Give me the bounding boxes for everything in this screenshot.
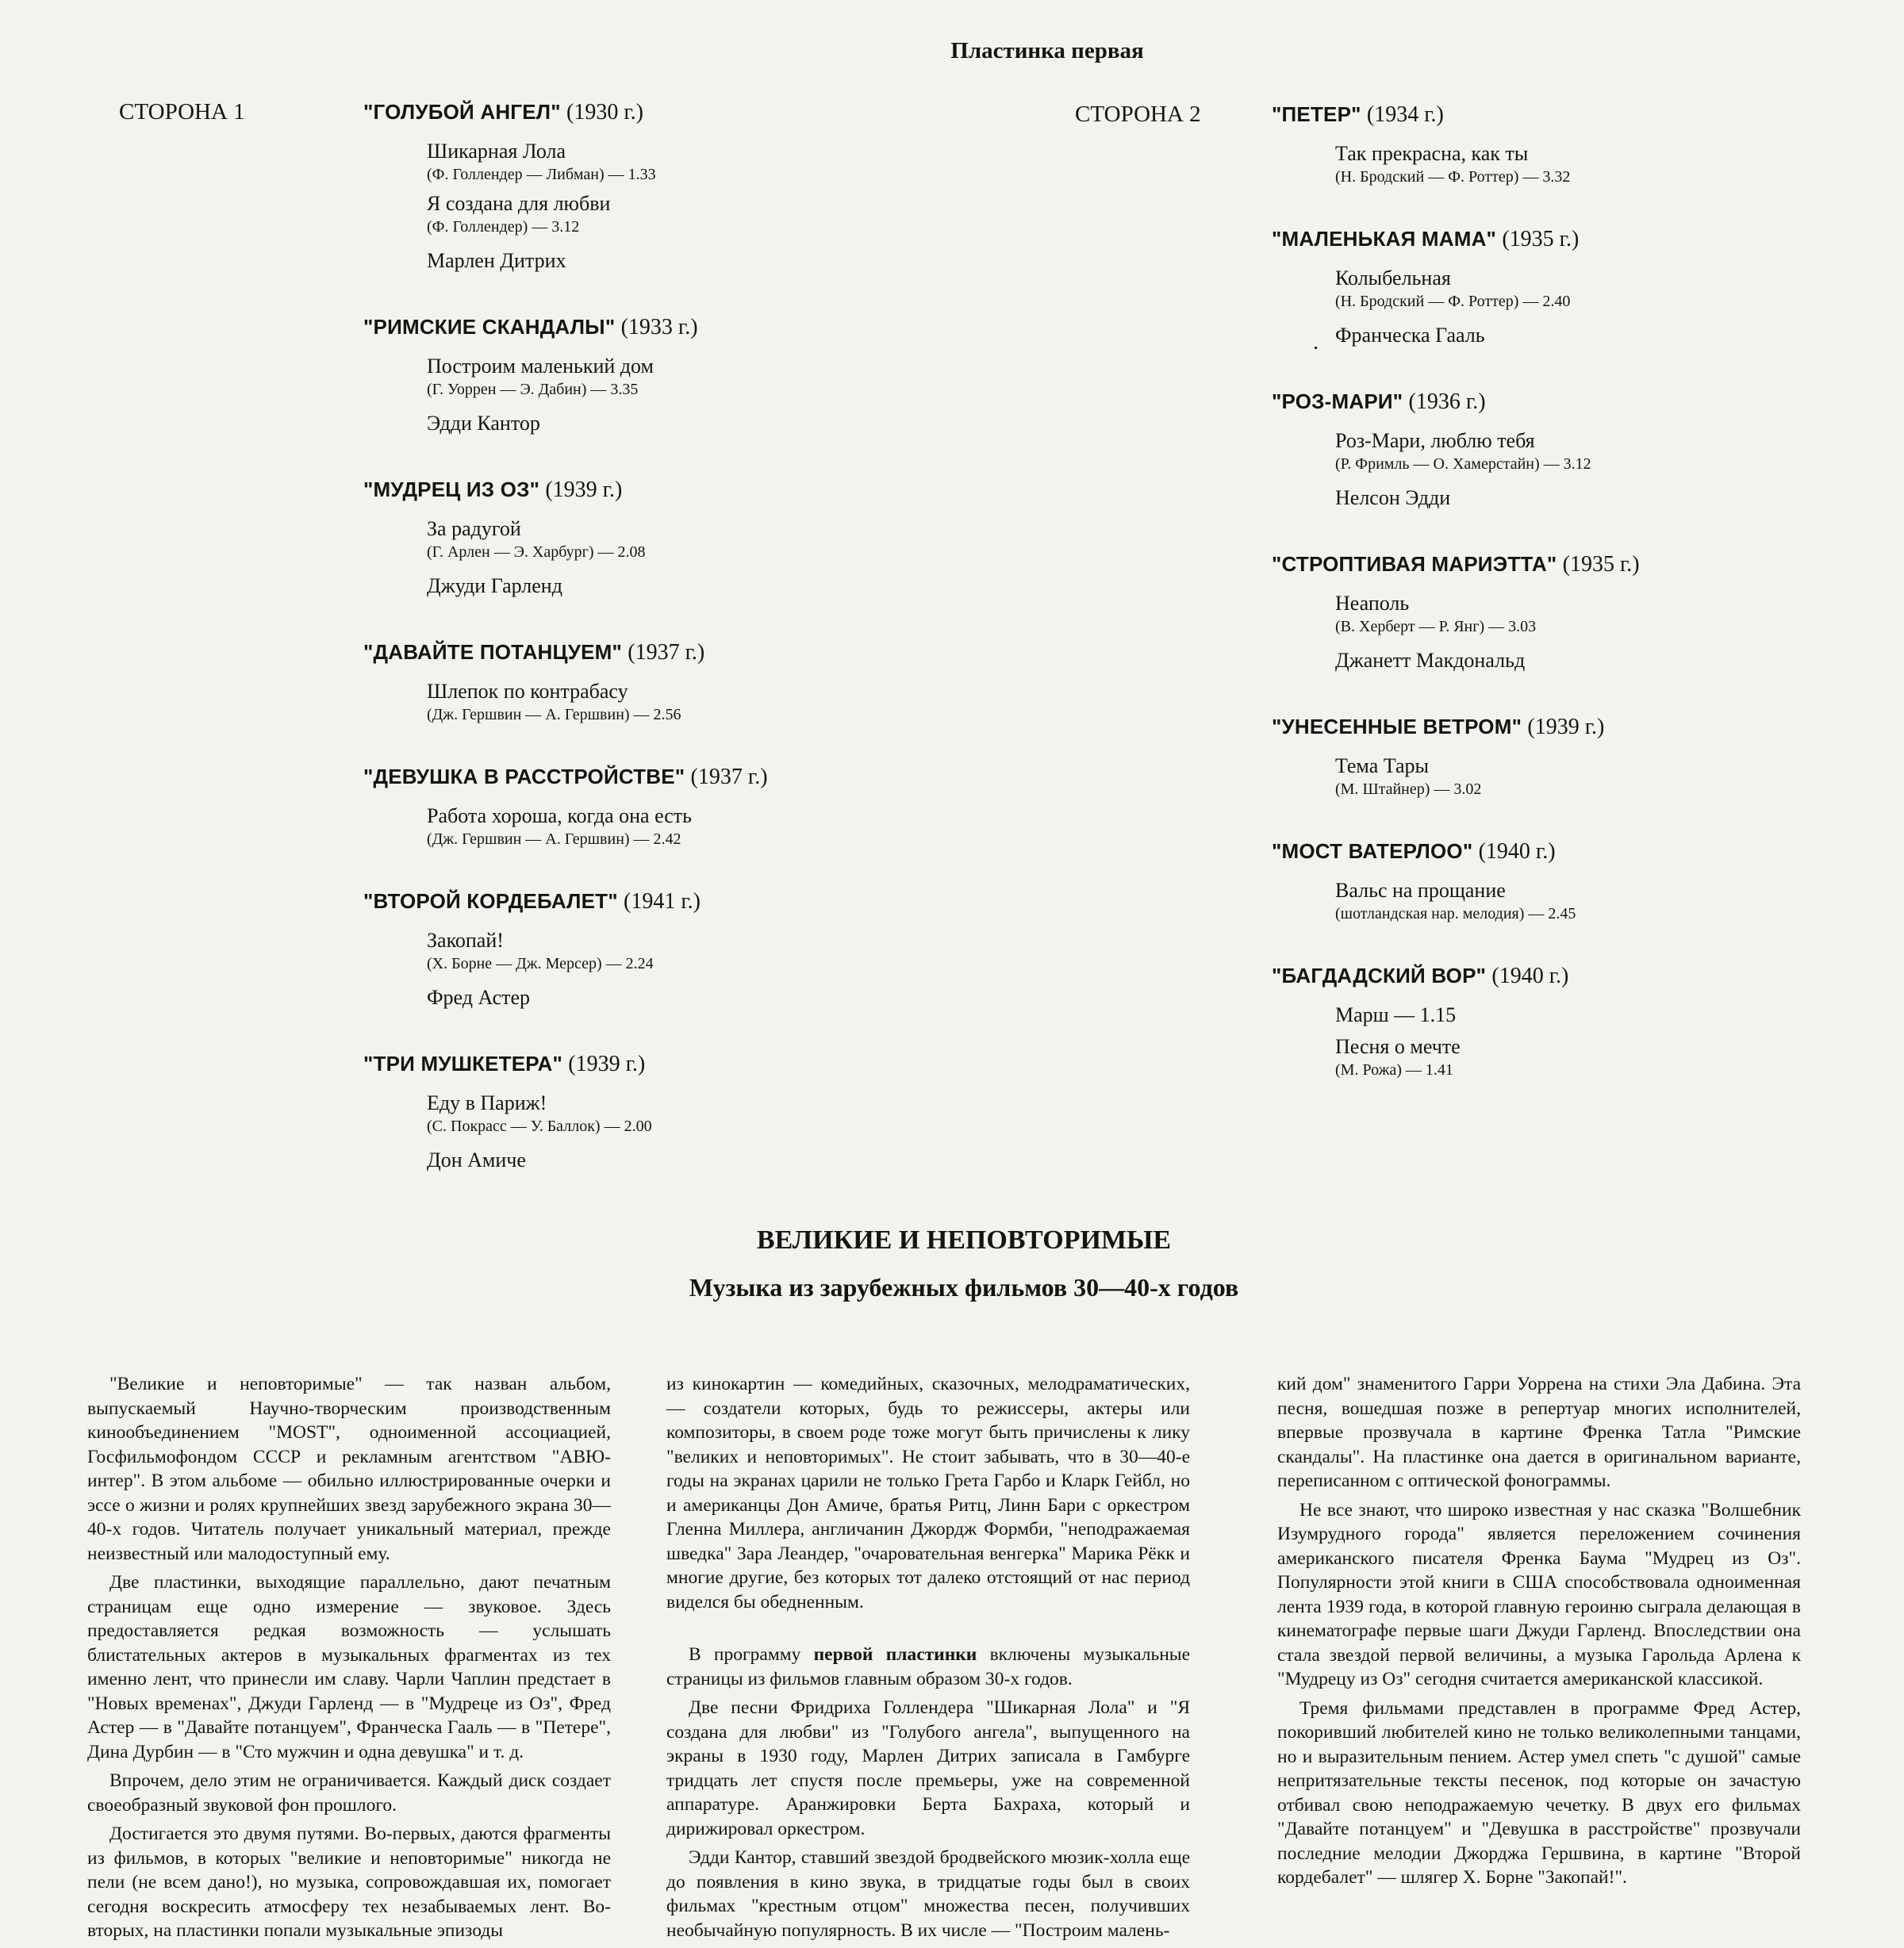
film-songs <box>1335 265 1904 349</box>
film-entry <box>1272 551 1904 674</box>
film-title: "ВТОРОЙ КОРДЕБАЛЕТ" <box>363 889 618 913</box>
film-year: (1940 г.) <box>1491 964 1569 988</box>
film-entry <box>1272 389 1904 512</box>
song-title: Роз-Мари, люблю тебя <box>1335 429 1535 452</box>
film-entry <box>1272 963 1904 1079</box>
film-heading <box>1272 226 1904 252</box>
film-heading <box>363 639 1141 665</box>
article-paragraph: "Великие и неповторимые" — так назван альбом, выпускаемый Научно-творческим производственным кинообъединением "MOST", одноименной ассоциацией, Госфильмофондом СССР и рекламным агентством "АВЮ-интер". В этом альбоме — обильно иллюстрированные очерки и эссе о жизни и ролях крупнейших звезд зарубежного экрана 30—40-х годов. Читатель получает уникальный материал, прежде неизвестный или малодоступный ему. <box>87 1374 611 1564</box>
song-credit: (М. Штайнер) — 3.02 <box>1335 780 1482 798</box>
song-credit: (Х. Борне — Дж. Мерсер) — 2.24 <box>427 955 654 972</box>
film-entry <box>363 639 1141 724</box>
article-paragraph: Две песни Фридриха Голлендера "Шикарная Лола" и "Я создана для любви" из "Голубого ангела", выпущенного на экраны в 1930 году, Марлен Дитрих записала в Гамбурге тридцать лет спустя после премьеры, уже на современной аппаратуре. Аранжировки Берта Бахраха, который и дирижировал оркестром. <box>666 1697 1190 1839</box>
film-heading <box>363 477 1141 503</box>
song-title: Вальс на прощание <box>1335 879 1506 902</box>
film-entry <box>363 314 1141 437</box>
side-1-label: СТОРОНА 1 <box>119 99 245 125</box>
film-heading <box>1272 389 1904 415</box>
performer-name: Марлен Дитрих <box>427 249 566 272</box>
song-credit: (Г. Уоррен — Э. Дабин) — 3.35 <box>427 381 639 398</box>
film-title: "ГОЛУБОЙ АНГЕЛ" <box>363 100 561 124</box>
film-year: (1935 г.) <box>1502 227 1580 251</box>
record-title: Пластинка первая <box>950 38 1144 63</box>
paragraph-text: В программу <box>689 1644 814 1665</box>
film-heading <box>363 314 1141 340</box>
song-title: Тема Тары <box>1335 754 1429 777</box>
film-songs <box>427 353 1141 437</box>
film-entry <box>1272 714 1904 799</box>
film-entry <box>363 764 1141 849</box>
song-title: Неаполь <box>1335 592 1410 615</box>
song-title: Колыбельная <box>1335 267 1451 290</box>
film-year: (1940 г.) <box>1478 839 1556 864</box>
song-credit: (Г. Арлен — Э. Харбург) — 2.08 <box>427 543 646 561</box>
article-column-2 <box>666 1372 1190 1947</box>
song-title: Шикарная Лола <box>427 140 566 163</box>
article-paragraph: из кинокартин — комедийных, сказочных, мелодраматических, — создатели которых, будь то режиссеры, актеры или композиторы, в своем роде тоже могут быть причислены к лику "великих и неповторимых". Не стоит забывать, что в 30—40-е годы на экранах царили не только Грета Гарбо и Кларк Гейбл, но и американцы Дон Амиче, братья Ритц, Линн Бари с оркестром Гленна Миллера, англичанин Джордж Формби, "неподражаемая шведка" Зара Леандер, "очаровательная венгерка" Марика Рёкк и многие другие, без которых тот далеко отстоящий от нас период виделся бы обедненным. <box>666 1374 1190 1612</box>
article-paragraph: Эдди Кантор, ставший звездой бродвейского мюзик-холла еще до появления в кино звука, в тридцатые годы был в своих фильмах "крестным отцом" множества песен, получивших необычайную популярность. В их числе — "Построим малень- <box>666 1847 1190 1941</box>
song-title: Так прекрасна, как ты <box>1335 142 1529 165</box>
song-title: Марш — 1.15 <box>1335 1003 1457 1026</box>
film-year: (1936 г.) <box>1408 389 1486 414</box>
film-title: "УНЕСЕННЫЕ ВЕТРОМ" <box>1272 715 1522 738</box>
song-credit: (шотландская нар. мелодия) — 2.45 <box>1335 905 1576 922</box>
article-paragraph: Тремя фильмами представлен в программе Фред Астер, покоривший любителей кино не только великолепными танцами, но и выразительным пением. Астер умел спеть "с душой" самые непритязательные тексты песенок, под которые он зачастую отбивал свою неподражаемую чечетку. В двух его фильмах "Давайте потанцуем" и "Девушка в расстройстве" прозвучали последние мелодии Джорджа Гершвина, в картине "Второй кордебалет" — шлягер Х. Борне "Закопай!". <box>1277 1697 1801 1888</box>
article-paragraph: Впрочем, дело этим не ограничивается. Каждый диск создает своеобразный звуковой фон прошлого. <box>87 1770 611 1816</box>
song-credit: (Н. Бродский — Ф. Роттер) — 3.32 <box>1335 168 1571 186</box>
emphasis-text: первой пластинки <box>813 1644 977 1665</box>
film-year: (1935 г.) <box>1562 552 1640 577</box>
film-entry <box>363 888 1141 1011</box>
film-entry <box>1272 102 1904 186</box>
song-credit: (М. Рожа) — 1.41 <box>1335 1061 1453 1079</box>
film-heading <box>363 1051 1141 1077</box>
film-songs <box>427 138 1141 274</box>
performer-name: Нелсон Эдди <box>1335 486 1451 509</box>
film-year: (1941 г.) <box>624 889 701 914</box>
performer-name: Джанетт Макдональд <box>1335 649 1526 672</box>
film-entry <box>363 477 1141 600</box>
song-title: Построим маленький дом <box>427 355 654 378</box>
film-heading <box>363 764 1141 790</box>
film-heading <box>1272 963 1904 989</box>
film-title: "МОСТ ВАТЕРЛОО" <box>1272 839 1473 863</box>
film-title: "ТРИ МУШКЕТЕРА" <box>363 1052 563 1076</box>
film-entry <box>363 99 1141 274</box>
film-title: "ДАВАЙТЕ ПОТАНЦУЕМ" <box>363 640 623 664</box>
film-title: "РОЗ-МАРИ" <box>1272 389 1403 413</box>
film-year: (1933 г.) <box>620 315 698 339</box>
film-songs <box>1335 1002 1904 1079</box>
film-title: "СТРОПТИВАЯ МАРИЭТТА" <box>1272 552 1557 576</box>
song-title: Шлепок по контрабасу <box>427 680 628 703</box>
song-credit: (Дж. Гершвин — А. Гершвин) — 2.56 <box>427 706 681 723</box>
film-year: (1939 г.) <box>568 1052 646 1076</box>
film-heading <box>1272 102 1904 128</box>
film-songs <box>1335 877 1904 923</box>
film-songs <box>427 927 1141 1011</box>
performer-name: Дон Амиче <box>427 1148 526 1171</box>
film-songs <box>427 516 1141 600</box>
film-year: (1934 г.) <box>1366 102 1444 127</box>
performer-name: Эдди Кантор <box>427 412 540 435</box>
film-heading <box>1272 714 1904 740</box>
song-title: Работа хороша, когда она есть <box>427 804 693 827</box>
film-songs <box>427 803 1141 849</box>
film-year: (1939 г.) <box>1527 715 1605 739</box>
film-heading <box>363 99 1141 125</box>
film-songs <box>1335 590 1904 674</box>
album-subtitle: Музыка из зарубежных фильмов 30—40-х годов <box>689 1273 1239 1302</box>
performer-name: Фред Астер <box>427 986 531 1009</box>
film-title: "ПЕТЕР" <box>1272 102 1361 126</box>
song-title: Песня о мечте <box>1335 1035 1461 1058</box>
film-songs <box>427 678 1141 724</box>
film-year: (1930 г.) <box>566 100 643 125</box>
song-title: Еду в Париж! <box>427 1091 547 1114</box>
song-credit: (В. Херберт — Р. Янг) — 3.03 <box>1335 618 1537 635</box>
article-paragraph: кий дом" знаменитого Гарри Уоррена на стихи Эла Дабина. Эта песня, вошедшая позже в репертуар многих исполнителей, впервые прозвучала в картине Френка Татла "Римские скандалы". На пластинке она дается в оригинальном варианте, переписанном с оптической фонограммы. <box>1277 1374 1801 1491</box>
song-title: Закопай! <box>427 929 504 952</box>
film-title: "МАЛЕНЬКАЯ МАМА" <box>1272 227 1497 251</box>
album-title: ВЕЛИКИЕ И НЕПОВТОРИМЫЕ <box>756 1225 1172 1255</box>
film-year: (1939 г.) <box>545 477 623 502</box>
film-year: (1937 г.) <box>690 765 768 789</box>
side-1-tracklist <box>363 99 1141 1174</box>
film-songs <box>1335 140 1904 186</box>
performer-name: Франческа Гааль <box>1335 324 1485 347</box>
film-songs <box>427 1090 1141 1174</box>
song-credit: (Р. Фримль — О. Хамерстайн) — 3.12 <box>1335 455 1591 473</box>
article-paragraph: Не все знают, что широко известная у нас сказка "Волшебник Изумрудного города" является переложением сочинения американского писателя Френка Баума "Мудрец из Оз". Популярности этой книги в США способствовала одноименная лента 1939 года, в которой главную героиню сыграла делающая в кинематографе первые шаги Джуди Гарленд. Впоследствии она стала звездой первой величины, а музыка Гарольда Арлена к "Мудрецу из Оз" сегодня считается американской классикой. <box>1277 1499 1801 1689</box>
song-credit: (Дж. Гершвин — А. Гершвин) — 2.42 <box>427 830 681 848</box>
film-heading <box>1272 838 1904 865</box>
film-title: "БАГДАДСКИЙ ВОР" <box>1272 964 1487 987</box>
song-credit: (Ф. Голлендер — Либман) — 1.33 <box>427 166 656 183</box>
film-entry <box>1272 226 1904 349</box>
film-title: "РИМСКИЕ СКАНДАЛЫ" <box>363 315 616 339</box>
film-songs <box>1335 753 1904 799</box>
song-title: Я создана для любви <box>427 192 611 215</box>
film-heading <box>1272 551 1904 577</box>
song-title: За радугой <box>427 517 521 540</box>
paragraph-text: включены музыкальные страницы из фильмов главным образом 30-х годов. <box>666 1644 1191 1689</box>
film-title: "МУДРЕЦ ИЗ ОЗ" <box>363 477 540 501</box>
article-paragraph <box>666 1643 1190 1691</box>
film-entry <box>1272 838 1904 923</box>
song-credit: (Н. Бродский — Ф. Роттер) — 2.40 <box>1335 293 1571 310</box>
side-2-tracklist <box>1272 102 1904 1086</box>
song-credit: (С. Покрасс — У. Баллок) — 2.00 <box>427 1118 652 1135</box>
article-paragraph: Достигается это двумя путями. Во-первых, даются фрагменты из фильмов, в которых "великие и неповторимые" никогда не пели (не всем дано!), но музыка, сопровождавшая их, помогает сегодня воскресить атмосферу тех незабываемых лент. Во-вторых, на пластинки попали музыкальные эпизоды <box>87 1823 611 1941</box>
side-2-label: СТОРОНА 2 <box>1075 102 1201 127</box>
print-speck <box>1315 347 1317 349</box>
film-songs <box>1335 428 1904 512</box>
article-column-3 <box>1277 1372 1801 1895</box>
song-credit: (Ф. Голлендер) — 3.12 <box>427 218 580 236</box>
film-title: "ДЕВУШКА В РАССТРОЙСТВЕ" <box>363 765 685 788</box>
article-paragraph: Две пластинки, выходящие параллельно, дают печатным страницам еще одно измерение — звуковое. Здесь предоставляется редкая возможность — услышать блистательных актеров в музыкальных фрагментах из тех именно лент, что принесли им славу. Чарли Чаплин предстает в "Новых временах", Джуди Гарленд — в "Мудреце из Оз", Фред Астер — в "Давайте потанцуем", Франческа Гааль — в "Петере", Дина Дурбин — в "Сто мужчин и одна девушка" и т. д. <box>87 1572 611 1762</box>
performer-name: Джуди Гарленд <box>427 574 562 597</box>
film-year: (1937 г.) <box>628 640 705 665</box>
article-column-1 <box>87 1372 611 1948</box>
film-entry <box>363 1051 1141 1174</box>
film-heading <box>363 888 1141 915</box>
